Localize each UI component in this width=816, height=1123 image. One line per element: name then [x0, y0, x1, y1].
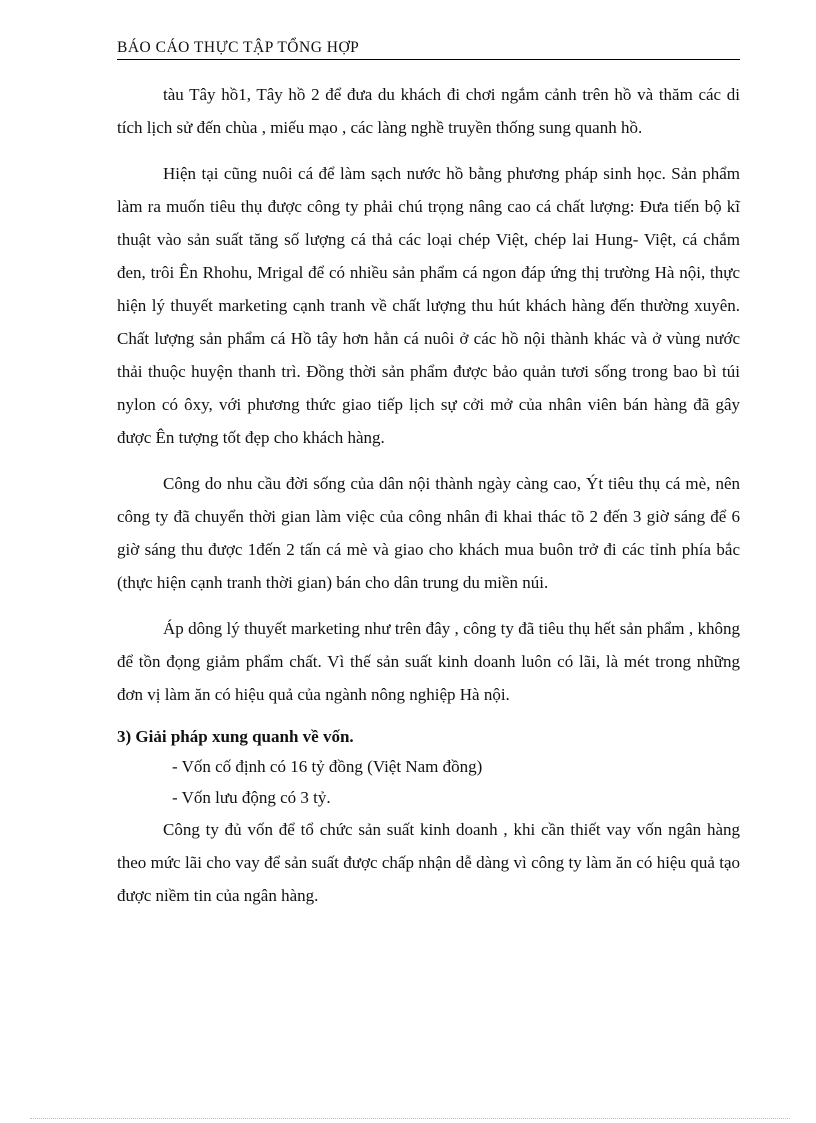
section-heading: 3) Giải pháp xung quanh về vốn. [117, 727, 354, 746]
page-header: BÁO CÁO THỰC TẬP TỔNG HỢP [117, 38, 740, 60]
bullet-item: - Vốn lưu động có 3 tỷ. [172, 788, 331, 807]
paragraph-5: Công ty đủ vốn để tổ chức sản suất kinh doanh , khi cần thiết vay vốn ngân hàng theo mức lãi cho vay để sản suất được chấp nhận dễ dàng vì công ty làm ăn có hiệu quả tạo được niềm tin của ngân hàng. [117, 820, 740, 905]
document-body [117, 78, 740, 912]
paragraph-3: Công do nhu cầu đời sống của dân nội thành ngày càng cao, Ýt tiêu thụ cá mè, nên công ty đã chuyển thời gian làm việc của công nhân đi khai thác tõ 2 đến 3 giờ sáng để 6 giờ sáng thu được 1đến 2 tấn cá mè và giao cho khách mua buôn trở đi các tỉnh phía bắc (thực hiện cạnh tranh thời gian) bán cho dân trung du miền núi. [117, 474, 740, 592]
paragraph-4: Áp dông lý thuyết marketing như trên đây , công ty đã tiêu thụ hết sản phẩm , không để tồn đọng giảm phẩm chất. Vì thế sản suất kinh doanh luôn có lãi, là mét trong những đơn vị làm ăn có hiệu quả của ngành nông nghiệp Hà nội. [117, 619, 740, 704]
paragraph-2: Hiện tại cũng nuôi cá để làm sạch nước hồ bằng phương pháp sinh học. Sản phẩm làm ra muốn tiêu thụ được công ty phải chú trọng nâng cao cá chất lượng: Đưa tiến bộ kĩ thuật vào sản suất tăng số lượng cá thả các loại chép Việt, chép lai Hung- Việt, cá chắm đen, trôi Ên Rhohu, Mrigal để có nhiều sản phẩm cá ngon đáp ứng thị trường Hà nội, thực hiện lý thuyết marketing cạnh tranh về chất lượng thu hút khách hàng đến thường xuyên. Chất lượng sản phẩm cá Hồ tây hơn hẳn cá nuôi ở các hồ nội thành khác và ở vùng nước thải thuộc huyện thanh trì. Đồng thời sản phẩm được bảo quản tươi sống trong bao bì túi nylon có ôxy, với phương thức giao tiếp lịch sự cởi mở của nhân viên bán hàng đã gây được Ên tượng tốt đẹp cho khách hàng. [117, 164, 740, 447]
footer-divider [30, 1118, 790, 1119]
paragraph-1: tàu Tây hồ1, Tây hồ 2 để đưa du khách đi chơi ngắm cảnh trên hồ và thăm các di tích lịch sử đến chùa , miếu mạo , các làng nghề truyền thống sung quanh hồ. [117, 85, 740, 137]
bullet-item: - Vốn cố định có 16 tỷ đồng (Việt Nam đồng) [172, 757, 483, 776]
